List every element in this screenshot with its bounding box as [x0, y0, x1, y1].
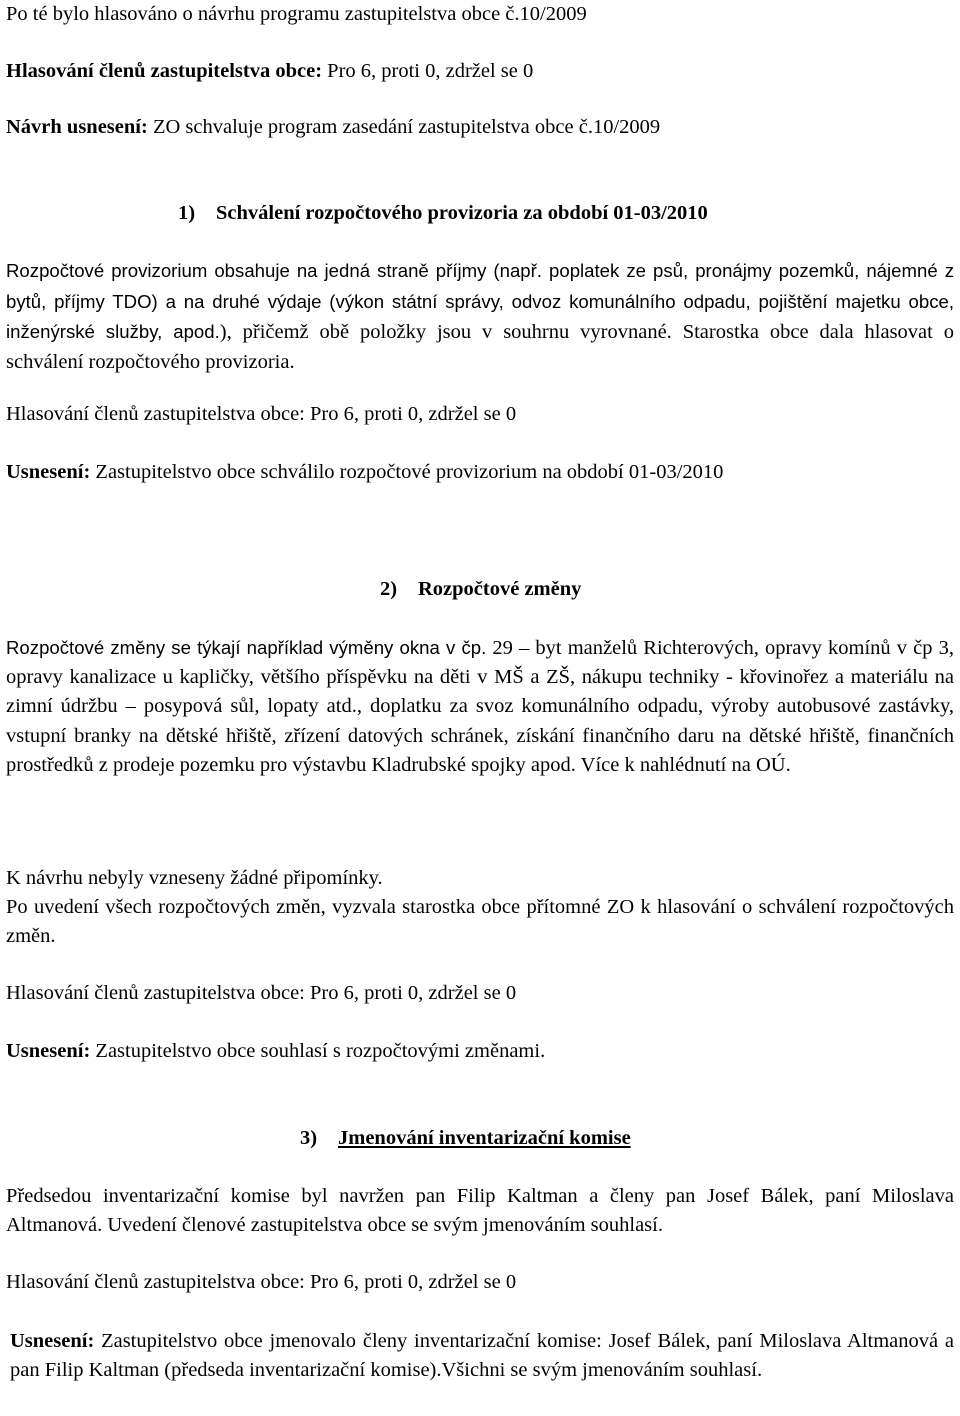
- section-1-heading: [178, 199, 708, 228]
- resolution-text: Zastupitelstvo obce souhlasí s rozpočtovými změnami.: [90, 1040, 546, 1062]
- paragraph-text: 29 – byt manželů Richterových, opravy komínů v čp 3, opravy kanalizace u kapličky, většího příspěvku na děti v MŠ a ZŠ, nákupu techniky - křovinořez a materiálu na zimní údržbu – posypová sůl, lopaty atd., doplatku za svoz komunálního odpadu, výroby autobusové zastávky, vstupní branky na dětské hřiště, zřízení datových schránek, získání finančního daru na dětské hřiště, finančních prostředků z prodeje pozemku pro výstavbu Kladrubské spojky apod. Více k nahlédnutí na OÚ.: [6, 637, 954, 776]
- proposal-text: ZO schvaluje program zasedání zastupitelstva obce č.10/2009: [147, 116, 661, 138]
- section-1-resolution: [6, 458, 954, 487]
- section-number: 1): [178, 202, 196, 224]
- resolution-label: Usnesení:: [6, 1040, 91, 1062]
- paragraph-text: Starostka obce dala hlasovat o schválení rozpočtového provizoria.: [6, 321, 955, 373]
- intro-proposal: [6, 113, 954, 142]
- paragraph-text: Rozpočtové provizorium obsahuje na jedná straně příjmy (např. poplatek ze psů, pronájmy pozemků, nájemné z bytů, příjmy TDO) a na druhé výdaje (výkon státní správy, odvoz komunálního odpadu, pojištění majetku obce, inženýrské služby, apod.: [6, 260, 954, 342]
- resolution-label: Usnesení:: [6, 461, 91, 483]
- paragraph-text: ), přičemž obě položky jsou v souhrnu vyrovnané.: [219, 321, 672, 343]
- section-2-paragraph: [6, 633, 954, 780]
- section-2-no-comments: K návrhu nebyly vzneseny žádné připomínky.: [6, 867, 383, 889]
- vote-result: Pro 6, proti 0, zdržel se 0: [322, 60, 534, 82]
- proposal-label: Návrh usnesení:: [6, 116, 148, 138]
- resolution-text: Zastupitelstvo obce schválilo rozpočtové provizorium na období 01-03/2010: [90, 461, 724, 483]
- paragraph-text: Rozpočtové změny se týkají například výměny okna v čp.: [6, 637, 487, 658]
- section-title: Schválení rozpočtového provizoria za období 01-03/2010: [216, 202, 708, 224]
- section-3-vote: Hlasování členů zastupitelstva obce: Pro 6, proti 0, zdržel se 0: [6, 1271, 517, 1293]
- section-3-resolution: [10, 1327, 954, 1385]
- section-1-vote: Hlasování členů zastupitelstva obce: Pro 6, proti 0, zdržel se 0: [6, 403, 517, 425]
- intro-vote: [6, 57, 954, 86]
- section-2-heading: [380, 575, 581, 604]
- resolution-label: Usnesení:: [10, 1330, 95, 1352]
- section-2-vote: Hlasování členů zastupitelstva obce: Pro 6, proti 0, zdržel se 0: [6, 982, 517, 1004]
- section-3-heading: [300, 1124, 631, 1153]
- section-title: Jmenování inventarizační komise: [338, 1127, 631, 1149]
- section-number: 2): [380, 578, 398, 600]
- intro-line: Po té bylo hlasováno o návrhu programu zastupitelstva obce č.10/2009: [6, 3, 587, 25]
- section-1-paragraph: [6, 256, 954, 377]
- section-title: Rozpočtové změny: [418, 578, 582, 600]
- section-2-resolution: [6, 1037, 954, 1066]
- vote-label: Hlasování členů zastupitelstva obce:: [6, 60, 323, 82]
- section-number: 3): [300, 1127, 318, 1149]
- resolution-text: Zastupitelstvo obce jmenovalo členy inventarizační komise: Josef Bálek, paní Miloslava Altmanová a pan Filip Kaltman (předseda inventarizační komise).Všichni se svým jmenováním souhlasí.: [10, 1330, 954, 1381]
- section-2-call-vote: Po uvedení všech rozpočtových změn, vyzvala starostka obce přítomné ZO k hlasování o schválení rozpočtových změn.: [6, 896, 954, 947]
- section-3-paragraph: Předsedou inventarizační komise byl navržen pan Filip Kaltman a členy pan Josef Bálek, paní Miloslava Altmanová. Uvedení členové zastupitelstva obce se svým jmenováním souhlasí.: [6, 1185, 954, 1236]
